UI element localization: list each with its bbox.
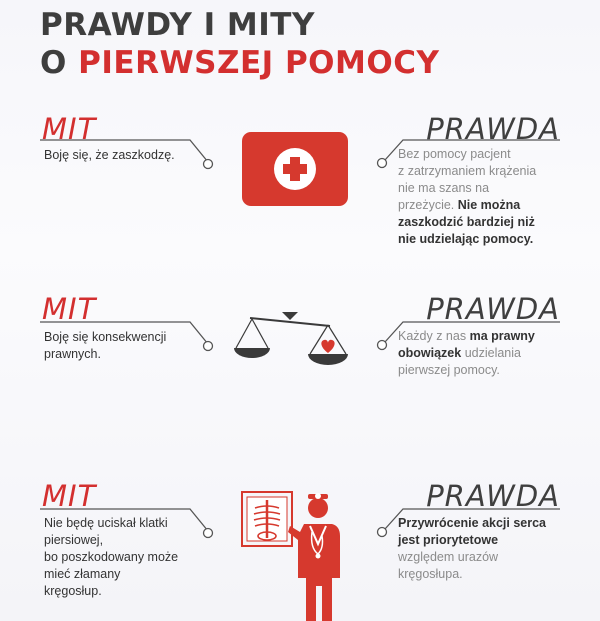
connector-left-1	[40, 140, 215, 170]
mit-text-line: Boję się konsekwencji	[44, 330, 167, 344]
page-title	[40, 6, 439, 82]
mit-text-line: Nie będę uciskał klatki	[44, 516, 168, 530]
prawda-bold: Przywrócenie akcji serca	[398, 516, 547, 530]
prawda-bold: ma prawny	[469, 329, 535, 343]
mit-text-line: prawnych.	[44, 347, 101, 361]
mit-text-line: piersiowej,	[44, 533, 104, 547]
prawda-grey: z zatrzymaniem krążenia	[398, 164, 537, 178]
prawda-grey: udzielania	[464, 346, 521, 360]
mit-text-line: mieć złamany	[44, 567, 121, 581]
connector-left-3	[40, 509, 215, 539]
prawda-grey: kręgosłupa.	[398, 567, 463, 581]
title-line-2	[40, 44, 439, 82]
prawda-label-1: PRAWDA	[426, 112, 560, 146]
prawda-label-2: PRAWDA	[426, 292, 560, 326]
prawda-grey: pierwszej pomocy.	[398, 363, 500, 377]
prawda-line	[398, 197, 568, 214]
first-aid-kit-icon	[240, 130, 350, 210]
prawda-grey: przeżycie.	[398, 198, 458, 212]
prawda-line	[398, 214, 568, 231]
prawda-bold: nie udzielając pomocy.	[398, 232, 534, 246]
prawda-line	[398, 180, 568, 197]
mit-label-2: MIT	[42, 292, 97, 326]
prawda-line	[398, 328, 568, 345]
mit-text-line: bo poszkodowany może	[44, 550, 179, 564]
prawda-grey: Bez pomocy pacjent	[398, 147, 511, 161]
prawda-bold: Nie można	[457, 198, 521, 212]
prawda-bold: jest priorytetowe	[398, 533, 499, 547]
mit-label-3: MIT	[42, 479, 97, 513]
connector-left-2	[40, 322, 215, 352]
prawda-text-2	[398, 328, 568, 379]
prawda-line	[398, 532, 568, 549]
prawda-line	[398, 231, 568, 248]
prawda-line	[398, 345, 568, 362]
prawda-grey: względem urazów	[398, 550, 499, 564]
prawda-line	[398, 163, 568, 180]
prawda-bold: obowiązek	[398, 346, 465, 360]
prawda-text-1	[398, 146, 568, 248]
prawda-bold: zaszkodzić bardziej niż	[398, 215, 535, 229]
prawda-label-3: PRAWDA	[426, 479, 560, 513]
title-highlight: PIERWSZEJ POMOCY	[78, 45, 440, 81]
doctor-xray-icon	[238, 488, 358, 621]
title-prefix: O	[40, 45, 79, 81]
prawda-grey: Każdy z nas	[398, 329, 470, 343]
prawda-line	[398, 362, 568, 379]
prawda-text-3	[398, 515, 568, 583]
mit-text-line: Boję się, że zaszkodzę.	[44, 148, 175, 162]
mit-label-1: MIT	[42, 112, 97, 146]
scales-heart-icon	[232, 308, 352, 373]
prawda-line	[398, 515, 568, 532]
prawda-line	[398, 549, 568, 566]
prawda-line	[398, 146, 568, 163]
title-line-1: PRAWDY I MITY	[40, 7, 315, 43]
prawda-line	[398, 566, 568, 583]
prawda-grey: nie ma szans na	[398, 181, 490, 195]
mit-text-line: kręgosłup.	[44, 584, 102, 598]
